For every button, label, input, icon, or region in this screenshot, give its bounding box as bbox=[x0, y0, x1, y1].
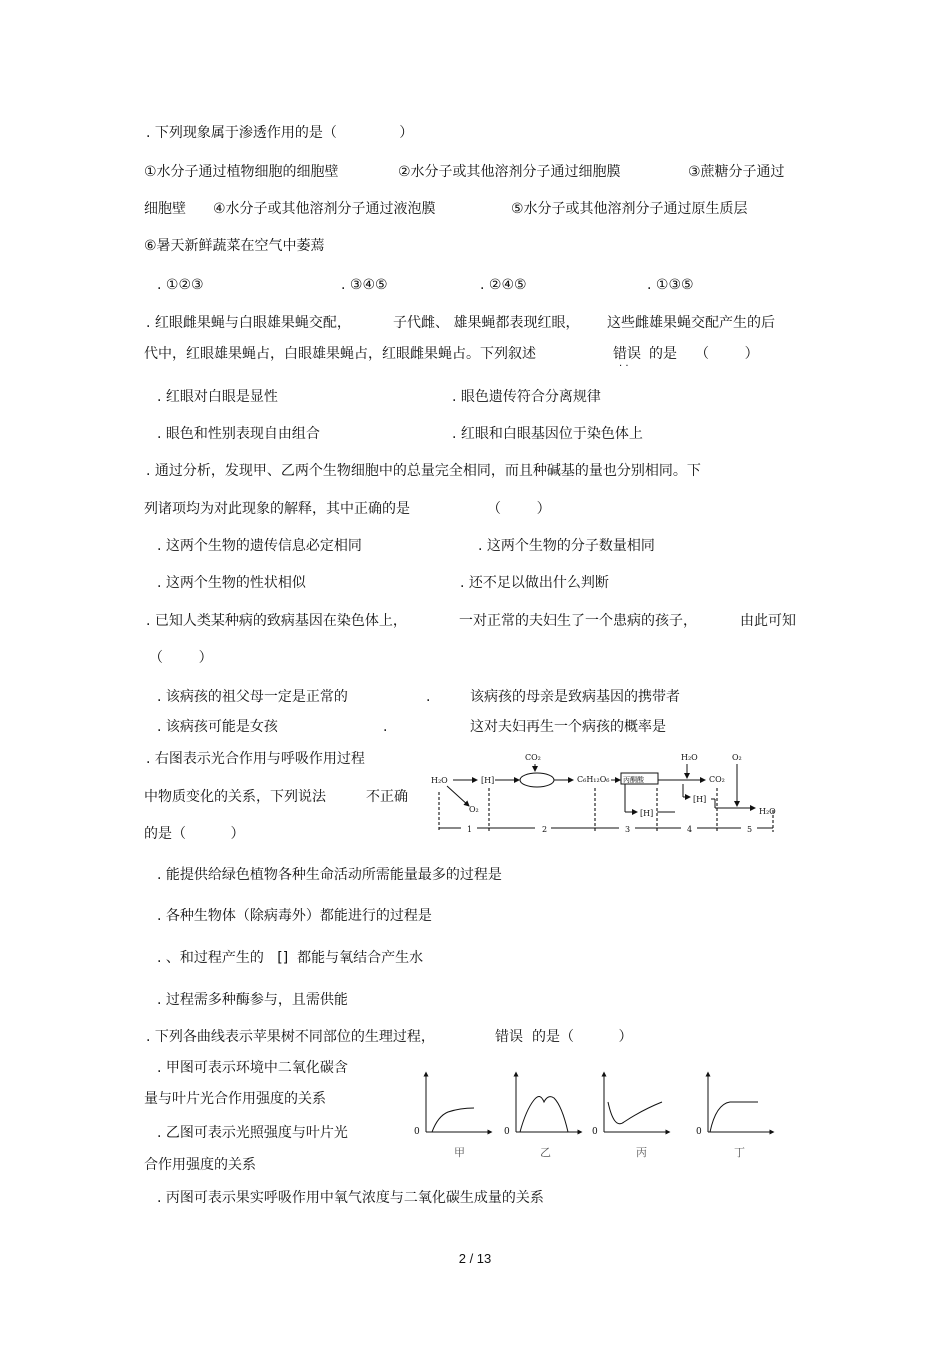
q1-item-5: ⑤水分子或其他溶剂分子通过原生质层 bbox=[511, 201, 748, 217]
q1-stem: . 下列现象属于渗透作用的是（ ） bbox=[146, 125, 414, 141]
q6-option-b-2: 合作用强度的关系 bbox=[144, 1157, 256, 1173]
q5-stem-2b: 不正确 bbox=[366, 789, 408, 805]
graph-origin-2: 0 bbox=[504, 1127, 510, 1137]
diagram-h-mid: [H] bbox=[693, 795, 707, 804]
q6-option-c: . 丙图可表示果实呼吸作用中氧气浓度与二氧化碳生成量的关系 bbox=[157, 1190, 544, 1206]
q4-option-d-dot: . bbox=[383, 719, 388, 735]
q3-option-b: . 这两个生物的分子数量相同 bbox=[478, 538, 655, 554]
q5-option-d: . 过程需多种酶参与，且需供能 bbox=[157, 992, 348, 1008]
page-number: 2 / 13 bbox=[458, 1251, 492, 1266]
diagram-o2-top: O₂ bbox=[732, 753, 742, 762]
diagram-stage-5: 5 bbox=[747, 825, 753, 834]
q3-option-c: . 这两个生物的性状相似 bbox=[157, 575, 306, 591]
q2-stem-1c: 这些雌雄果蝇交配产生的后 bbox=[607, 315, 775, 331]
q4-stem-1a: . 已知人类某种病的致病基因在染色体上， bbox=[146, 613, 407, 629]
q6-option-a-1: . 甲图可表示环境中二氧化碳含 bbox=[157, 1060, 348, 1076]
diagram-h2o-right: H₂O bbox=[759, 807, 776, 816]
q1-item-4: ④水分子或其他溶剂分子通过液泡膜 bbox=[213, 201, 436, 217]
q3-option-d: . 还不足以做出什么判断 bbox=[460, 575, 609, 591]
q1-option-a: . ①②③ bbox=[157, 277, 204, 293]
emphasis-dots: · · bbox=[619, 361, 629, 372]
diagram-pyruvate: 丙酮酸 bbox=[623, 776, 644, 784]
q2-stem-1a: . 红眼雌果蝇与白眼雄果蝇交配， bbox=[146, 315, 351, 331]
q5-option-a: . 能提供给绿色植物各种生命活动所需能量最多的过程是 bbox=[157, 867, 502, 883]
q2-stem-2a: 代中，红眼雄果蝇占，白眼雄果蝇占，红眼雌果蝇占。下列叙述 bbox=[144, 346, 536, 362]
q4-stem-1b: 一对正常的夫妇生了一个患病的孩子， bbox=[459, 613, 697, 629]
q5-option-b: . 各种生物体（除病毒外）都能进行的过程是 bbox=[157, 908, 432, 924]
diagram-o2-left: O₂ bbox=[469, 805, 479, 814]
graph-origin-3: 0 bbox=[592, 1127, 598, 1137]
q1-item-3-cont: 细胞壁 bbox=[144, 201, 186, 217]
graph-label-yi: 乙 bbox=[540, 1146, 551, 1159]
graph-label-ding: 丁 bbox=[734, 1146, 745, 1159]
q6-stem-1a: . 下列各曲线表示苹果树不同部位的生理过程， bbox=[146, 1029, 435, 1045]
q2-option-b: . 眼色遗传符合分离规律 bbox=[452, 389, 601, 405]
photosynthesis-respiration-diagram bbox=[425, 748, 785, 838]
q2-stem-1b: 子代雌、 雄果蝇都表现红眼， bbox=[393, 315, 580, 331]
q1-option-b: . ③④⑤ bbox=[341, 277, 388, 293]
q6-stem-1c: 的是（ ） bbox=[532, 1029, 633, 1045]
q1-option-d: . ①③⑤ bbox=[647, 277, 694, 293]
q4-option-b: 该病孩的母亲是致病基因的携带者 bbox=[470, 689, 680, 705]
q3-stem-1: . 通过分析，发现甲、乙两个生物细胞中的总量完全相同，而且种碱基的量也分别相同。下 bbox=[146, 463, 701, 479]
q5-stem-2a: 中物质变化的关系，下列说法 bbox=[144, 789, 326, 805]
q2-stem-error: 错误 bbox=[613, 346, 641, 362]
q4-option-d: 这对夫妇再生一个病孩的概率是 bbox=[470, 719, 666, 735]
q6-stem-error: 错误 bbox=[495, 1029, 523, 1045]
diagram-h-low: [H] bbox=[640, 809, 654, 818]
q3-option-a: . 这两个生物的遗传信息必定相同 bbox=[157, 538, 362, 554]
q5-stem-3: 的是（ ） bbox=[144, 826, 245, 842]
q3-stem-2a: 列诸项均为对此现象的解释，其中正确的是 bbox=[144, 501, 410, 517]
q4-option-b-dot: . bbox=[426, 689, 431, 705]
q2-option-a: . 红眼对白眼是显性 bbox=[157, 389, 278, 405]
q2-stem-2d: （ ） bbox=[695, 346, 759, 362]
graph-origin-1: 0 bbox=[414, 1127, 420, 1137]
q1-option-c: . ②④⑤ bbox=[480, 277, 527, 293]
q5-option-c: . 、和过程产生的 [] 都能与氧结合产生水 bbox=[157, 950, 424, 966]
q2-option-c: . 眼色和性别表现自由组合 bbox=[157, 426, 320, 442]
q1-item-3: ③蔗糖分子通过 bbox=[688, 164, 785, 180]
diagram-co2-top: CO₂ bbox=[525, 753, 541, 762]
diagram-stage-3: 3 bbox=[625, 825, 631, 834]
diagram-stage-1: 1 bbox=[467, 825, 473, 834]
q1-item-1: ①水分子通过植物细胞的细胞壁 bbox=[144, 164, 339, 180]
diagram-stage-2: 2 bbox=[542, 825, 548, 834]
four-curve-graphs bbox=[408, 1070, 788, 1165]
diagram-h2o-top: H₂O bbox=[681, 753, 698, 762]
graph-label-bing: 丙 bbox=[636, 1146, 647, 1159]
diagram-h2o-left: H₂O bbox=[431, 776, 448, 785]
diagram-h-left: [H] bbox=[481, 776, 495, 785]
q4-option-a: . 该病孩的祖父母一定是正常的 bbox=[157, 689, 348, 705]
q6-option-a-2: 量与叶片光合作用强度的关系 bbox=[144, 1091, 326, 1107]
q1-item-2: ②水分子或其他溶剂分子通过细胞膜 bbox=[398, 164, 621, 180]
q4-stem-1c: 由此可知 bbox=[740, 613, 796, 629]
q4-stem-2: （ ） bbox=[149, 650, 213, 666]
q6-option-b-1: . 乙图可表示光照强度与叶片光 bbox=[157, 1125, 348, 1141]
q4-option-c: . 该病孩可能是女孩 bbox=[157, 719, 278, 735]
diagram-glucose: C₆H₁₂O₆ bbox=[577, 775, 610, 784]
q3-stem-2b: （ ） bbox=[487, 501, 551, 517]
diagram-co2-mid: CO₂ bbox=[709, 775, 725, 784]
q5-stem-1: . 右图表示光合作用与呼吸作用过程 bbox=[146, 751, 365, 767]
q2-option-d: . 红眼和白眼基因位于染色体上 bbox=[452, 426, 643, 442]
graph-label-jia: 甲 bbox=[454, 1146, 465, 1159]
diagram-stage-4: 4 bbox=[687, 825, 693, 834]
q2-stem-2c: 的是 bbox=[649, 346, 677, 362]
q1-item-6: ⑥暑天新鲜蔬菜在空气中萎蔫 bbox=[144, 238, 325, 254]
graph-origin-4: 0 bbox=[696, 1127, 702, 1137]
